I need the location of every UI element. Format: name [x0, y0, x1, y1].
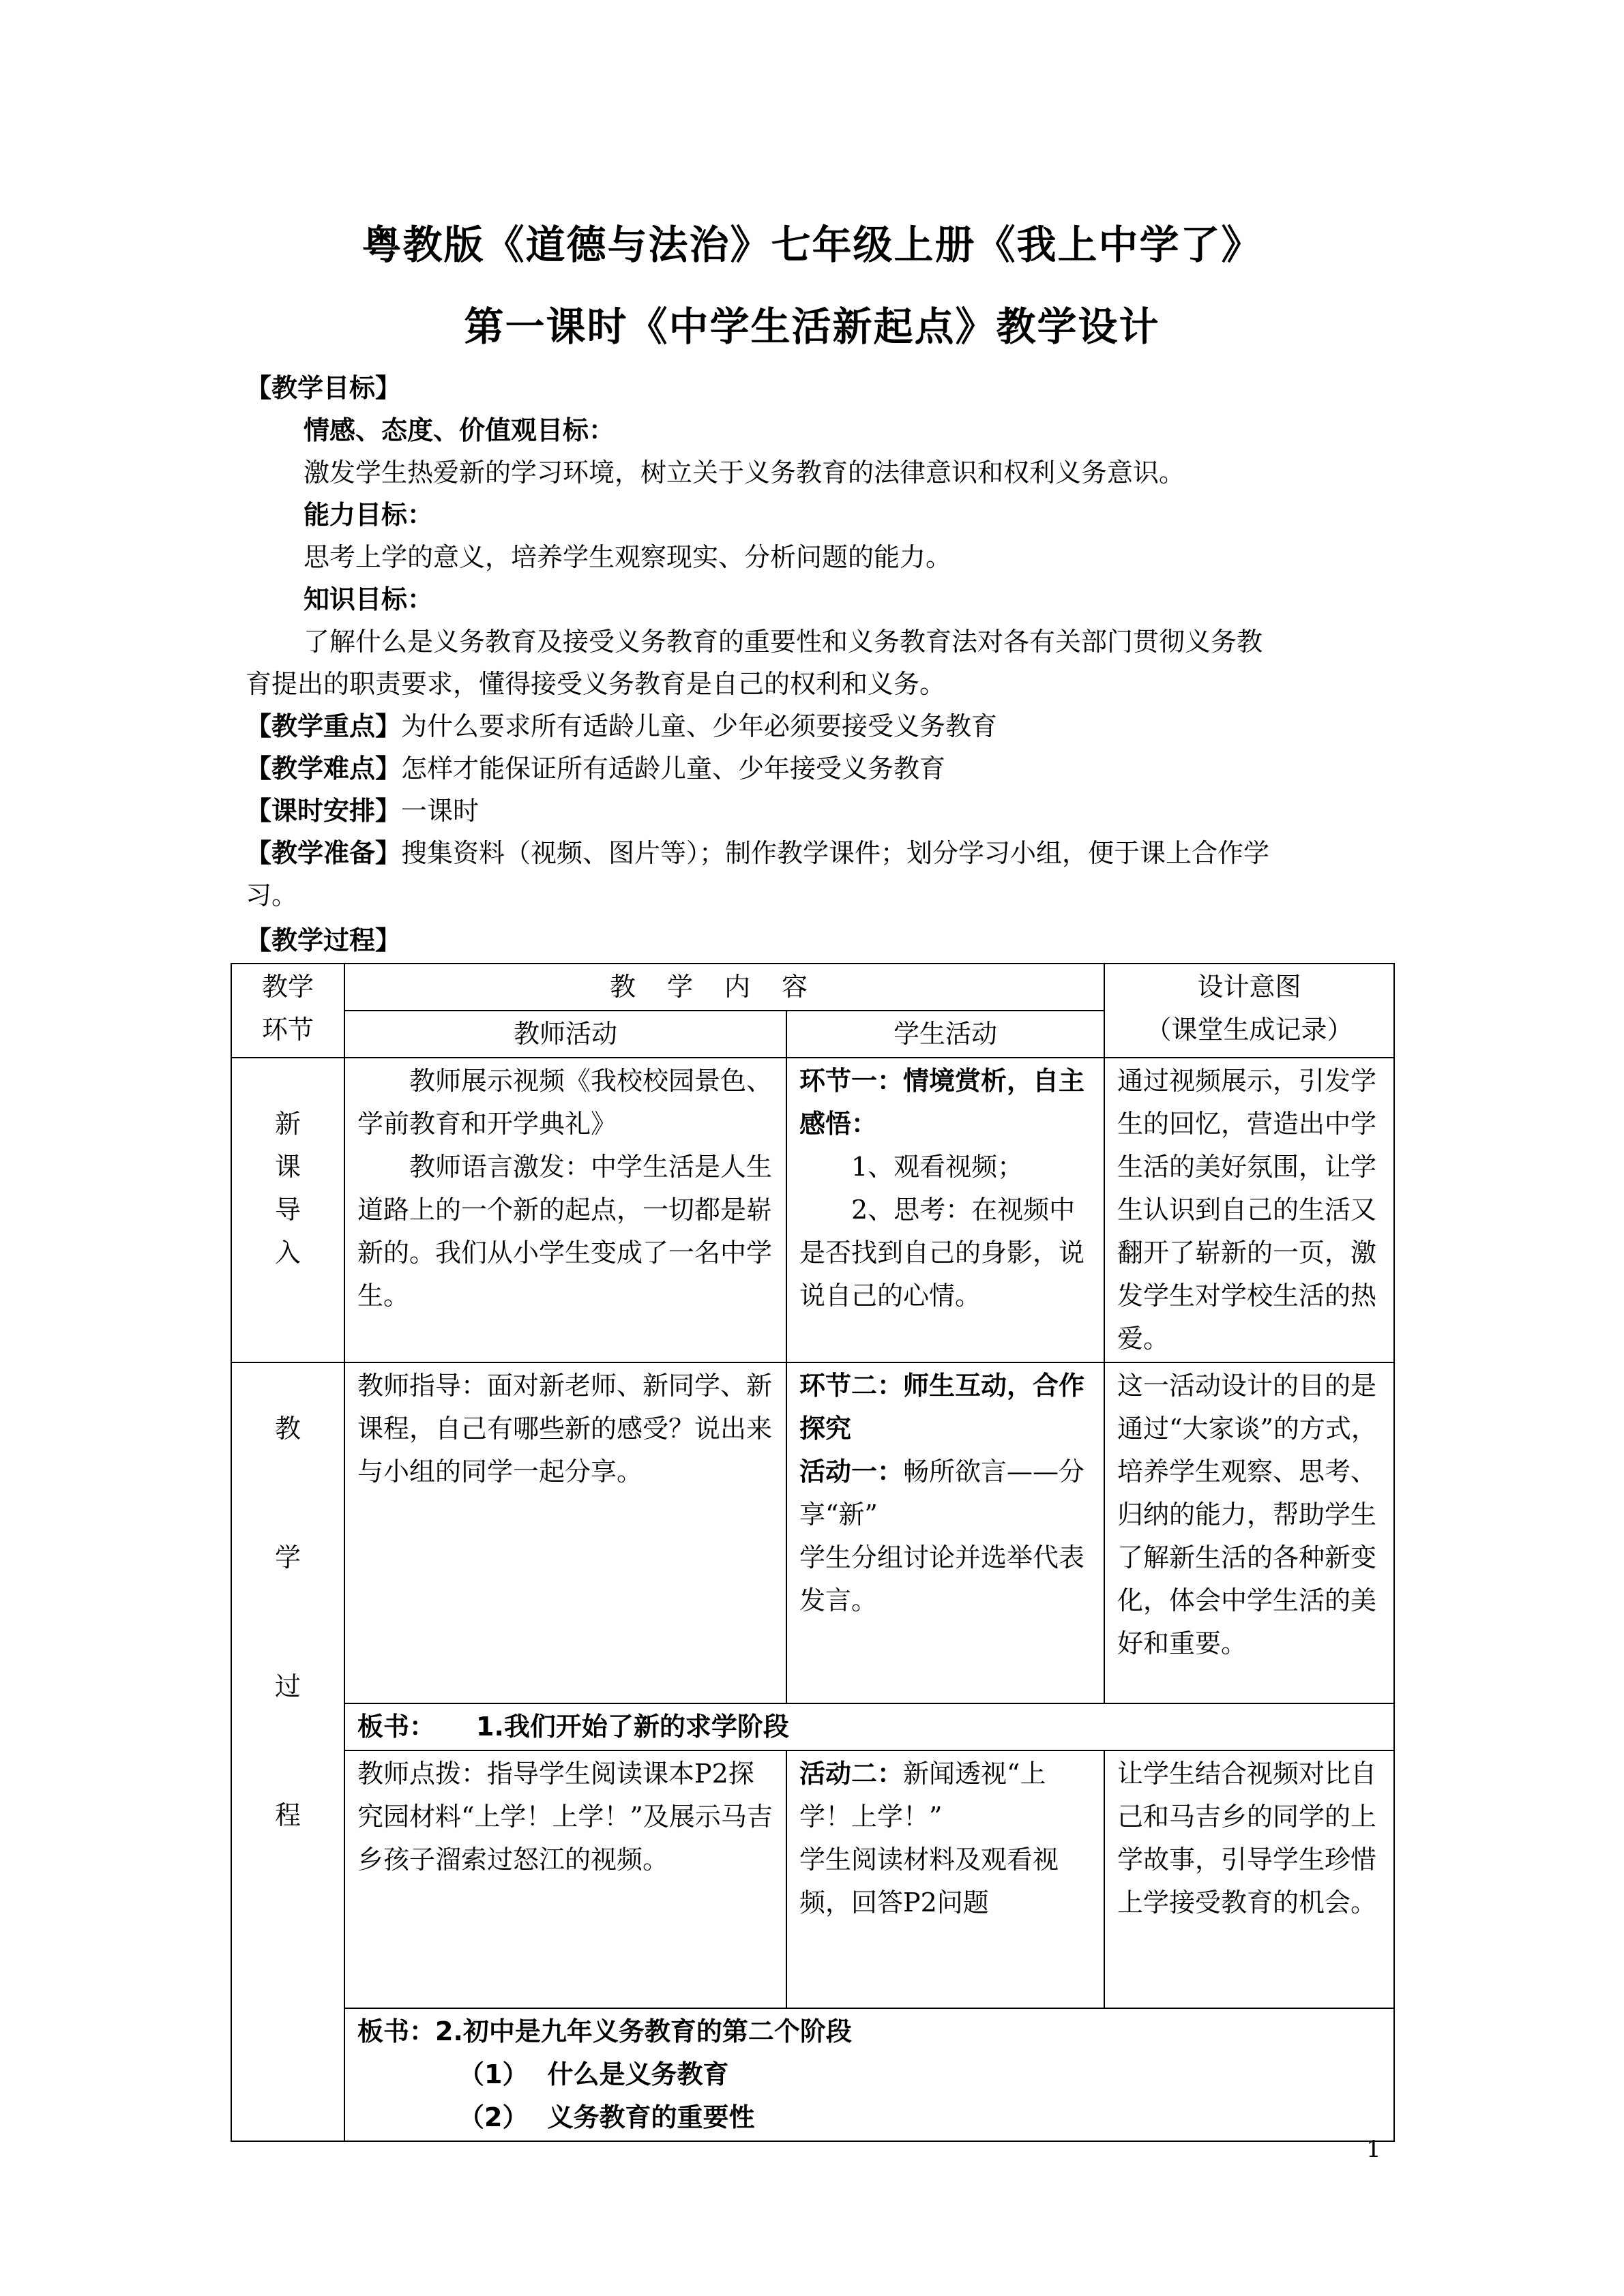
intent-header-line2: （课堂生成记录）	[1145, 1015, 1353, 1045]
stage-process-char: 过	[274, 1671, 301, 1701]
board-note-2-label: 板书：	[357, 2016, 436, 2046]
stage-intro	[231, 1058, 344, 1362]
student-activity-intro	[786, 1058, 1104, 1362]
emotion-objective-text: 激发学生热爱新的学习环境，树立关于义务教育的法律意识和权利义务意识。	[304, 458, 1185, 488]
board-note-2-line	[357, 2010, 1381, 2053]
stage-intro-char: 导	[274, 1195, 301, 1225]
student-activity-news-text: 学生阅读材料及观看视频，回答P2问题	[799, 1845, 1059, 1918]
board-note-1	[344, 1703, 1394, 1750]
preparation-text-2: 习。	[246, 880, 298, 910]
teacher-activity-intro-p1: 教师展示视频《我校校园景色、学前教育和开学典礼》	[357, 1066, 773, 1139]
emotion-objective-label: 情感、态度、价值观目标：	[304, 415, 615, 445]
board-note-2-item1	[357, 2053, 1381, 2096]
schedule-text: 一课时	[401, 796, 479, 826]
activity1-text: 畅所欲言——分享“新”	[799, 1457, 1085, 1530]
student-activity-news	[786, 1750, 1104, 2008]
board-note-2-item1-num: （1）	[458, 2059, 529, 2089]
stage-process-char: 教	[274, 1414, 301, 1444]
key-point-text: 为什么要求所有适龄儿童、少年必须要接受义务教育	[401, 711, 998, 741]
intent-header-line1: 设计意图	[1197, 972, 1301, 1002]
teacher-header: 教师活动	[344, 1011, 786, 1058]
stage-header-line2: 环节	[261, 1015, 314, 1045]
stage-header-line1: 教学	[261, 972, 314, 1002]
table-row-news	[231, 1750, 1394, 2008]
design-intent-intro: 通过视频展示，引发学生的回忆，营造出中学生活的美好氛围，让学生认识到自己的生活又翻开了崭新的一页，激发学生对学校生活的热爱。	[1104, 1058, 1394, 1362]
board-note-1-label: 板书：	[357, 1712, 436, 1742]
student-header: 学生活动	[786, 1011, 1104, 1058]
table-header-row	[231, 964, 1394, 1011]
ability-objective-text: 思考上学的意义，培养学生观察现实、分析问题的能力。	[304, 542, 952, 572]
board-note-1-text: 1.我们开始了新的求学阶段	[476, 1712, 789, 1742]
document-title-line2: 第一课时《中学生活新起点》教学设计	[464, 303, 1160, 350]
preparation	[246, 832, 1378, 874]
board-note-2-item2-num: （2）	[458, 2102, 529, 2132]
table-row-board2	[231, 2008, 1394, 2141]
student-activity-intro-step2: 2、思考：在视频中是否找到自己的身影，说说自己的心情。	[799, 1195, 1085, 1311]
process-heading: 【教学过程】	[246, 925, 402, 955]
schedule	[246, 790, 1378, 832]
student-activity-intro-title: 环节一：情境赏析，自主感悟：	[799, 1066, 1085, 1139]
activity2-label: 活动二：	[799, 1759, 904, 1789]
stage-process	[231, 1362, 344, 2141]
preparation-label: 【教学准备】	[246, 838, 402, 868]
board-note-2-text: 2.初中是九年义务教育的第二个阶段	[435, 2016, 852, 2046]
design-intent-news: 让学生结合视频对比自己和马吉乡的同学的上学故事，引导学生珍惜上学接受教育的机会。	[1104, 1750, 1394, 2008]
activity1-label: 活动一：	[799, 1457, 904, 1487]
student-activity-intro-step1: 1、观看视频；	[851, 1152, 1024, 1182]
student-activity-share-act	[799, 1450, 1091, 1536]
page-number: 1	[1366, 2136, 1381, 2163]
difficulty-label: 【教学难点】	[246, 754, 402, 784]
stage-header	[231, 964, 344, 1058]
ability-objective-label: 能力目标：	[304, 500, 434, 530]
activity2-text: 新闻透视“上学！上学！”	[799, 1759, 1046, 1832]
student-activity-share-title: 环节二：师生互动，合作探究	[799, 1371, 1085, 1444]
intent-header	[1104, 964, 1394, 1058]
document-title-line1: 粤教版《道德与法治》七年级上册《我上中学了》	[361, 222, 1263, 268]
preparation-text: 搜集资料（视频、图片等）；制作教学课件；划分学习小组，便于课上合作学	[401, 838, 1270, 868]
teacher-activity-intro	[344, 1058, 786, 1362]
teaching-process-table	[231, 963, 1395, 2142]
key-point	[246, 705, 1378, 747]
board-note-2	[344, 2008, 1394, 2141]
stage-process-char: 学	[274, 1542, 301, 1572]
design-intent-share: 这一活动设计的目的是通过“大家谈”的方式，培养学生观察、思考、归纳的能力，帮助学生了解新生活的各种新变化，体会中学生活的美好和重要。	[1104, 1362, 1394, 1703]
table-row-board1	[231, 1703, 1394, 1750]
board-note-2-item2-text: 义务教育的重要性	[547, 2102, 755, 2132]
table-row-intro	[231, 1058, 1394, 1362]
board-note-2-item1-text: 什么是义务教育	[547, 2059, 729, 2089]
knowledge-objective-text-1: 了解什么是义务教育及接受义务教育的重要性和义务教育法对各有关部门贯彻义务教	[304, 627, 1263, 657]
difficulty-text: 怎样才能保证所有适龄儿童、少年接受义务教育	[401, 754, 946, 784]
key-point-label: 【教学重点】	[246, 711, 402, 741]
stage-intro-char: 课	[274, 1152, 301, 1182]
difficulty	[246, 747, 1378, 790]
teacher-activity-share: 教师指导：面对新老师、新同学、新课程，自己有哪些新的感受？说出来与小组的同学一起分享。	[344, 1362, 786, 1703]
stage-intro-char: 新	[274, 1109, 301, 1139]
student-activity-news-act	[799, 1753, 1091, 1838]
content-header-text: 教学内容	[610, 972, 840, 1002]
objectives-heading: 【教学目标】	[246, 373, 402, 403]
board-note-2-item2	[357, 2096, 1381, 2139]
content-header	[344, 964, 1104, 1011]
knowledge-objective-text-2: 育提出的职责要求，懂得接受义务教育是自己的权利和义务。	[246, 669, 946, 699]
student-activity-share	[786, 1362, 1104, 1703]
knowledge-objective-label: 知识目标：	[304, 584, 434, 614]
stage-intro-char: 入	[274, 1238, 301, 1268]
table-row-share	[231, 1362, 1394, 1703]
teacher-activity-news: 教师点拨：指导学生阅读课本P2探究园材料“上学！上学！”及展示马吉乡孩子溜索过怒江的视频。	[344, 1750, 786, 2008]
student-activity-share-text: 学生分组讨论并选举代表发言。	[799, 1542, 1085, 1615]
schedule-label: 【课时安排】	[246, 796, 402, 826]
teacher-activity-intro-p2: 教师语言激发：中学生活是人生道路上的一个新的起点，一切都是崭新的。我们从小学生变成了一名中学生。	[357, 1152, 773, 1311]
stage-process-char: 程	[274, 1800, 301, 1830]
